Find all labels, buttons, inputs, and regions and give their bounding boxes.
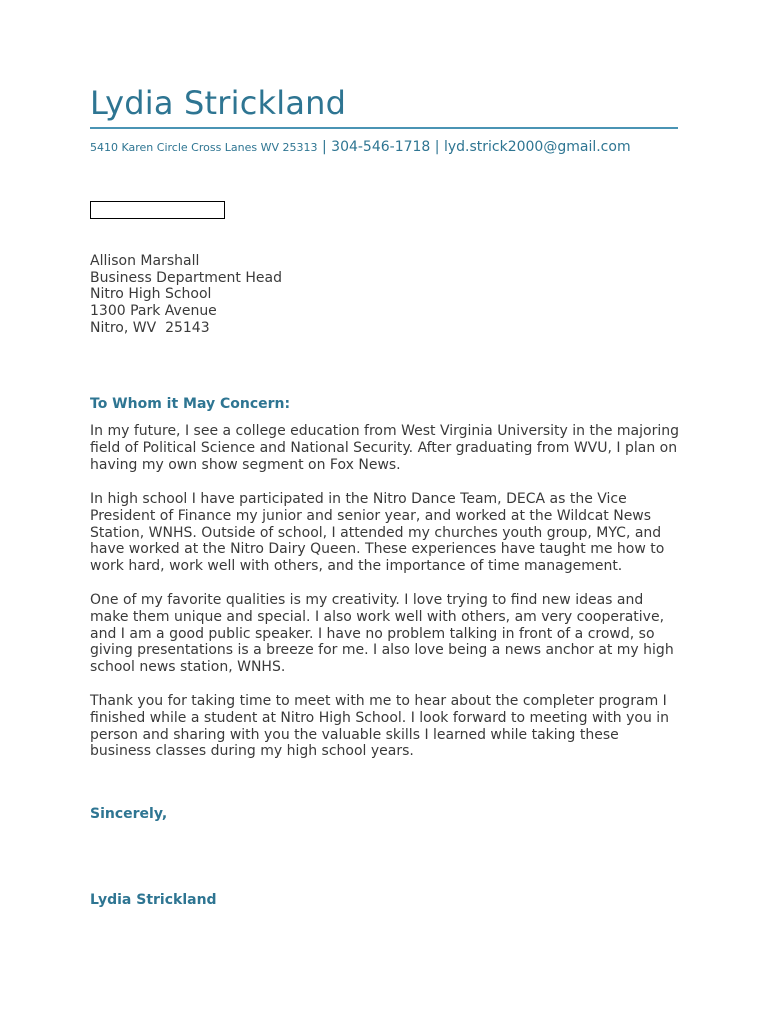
contact-separator: | [430,139,444,155]
sender-name: Lydia Strickland [90,84,347,122]
sender-phone: 304-546-1718 [331,139,431,155]
contact-separator: | [317,139,332,155]
signature-name: Lydia Strickland [90,892,217,908]
recipient-block [90,253,282,337]
recipient-city: Nitro, WV 25143 [90,319,210,336]
recipient-organization: Nitro High School [90,286,212,303]
closing: Sincerely, [90,806,168,822]
body-paragraph: Thank you for taking time to meet with me to hear about the completer program I finished while a student at Nitro High School. I look forward to meeting with you in person and sharing with you the valuable skills I learned while taking these business classes during my high school years. [90,693,670,760]
sender-address: 5410 Karen Circle Cross Lanes WV 25313 [90,141,318,154]
header-divider [90,127,678,129]
sender-email: lyd.strick2000@gmail.com [443,139,631,155]
date-field[interactable] [90,201,225,219]
recipient-name: Allison Marshall [90,253,200,269]
body-paragraph: One of my favorite qualities is my creativity. I love trying to find new ideas and make them unique and special. I also work well with others, am very cooperative, and I am a good public speaker. I have no problem talking in front of a crowd, so giving presentations is a breeze for me. I also love being a news anchor at my high school news station, WNHS. [90,592,674,676]
contact-line [90,136,690,158]
recipient-title: Business Department Head [90,269,282,286]
salutation: To Whom it May Concern: [90,396,291,412]
recipient-street: 1300 Park Avenue [90,303,217,320]
body-paragraph: In high school I have participated in the Nitro Dance Team, DECA as the Vice President of Finance my junior and senior year, and worked at the Wildcat News Station, WNHS. Outside of school, I attended my churches youth group, MYC, and have worked at the Nitro Dairy Queen. These experiences have taught me how to work hard, work well with others, and the importance of time management. [90,491,665,575]
body-paragraph: In my future, I see a college education from West Virginia University in the majoring field of Political Science and National Security. After graduating from WVU, I plan on having my own show segment on Fox News. [90,423,679,473]
